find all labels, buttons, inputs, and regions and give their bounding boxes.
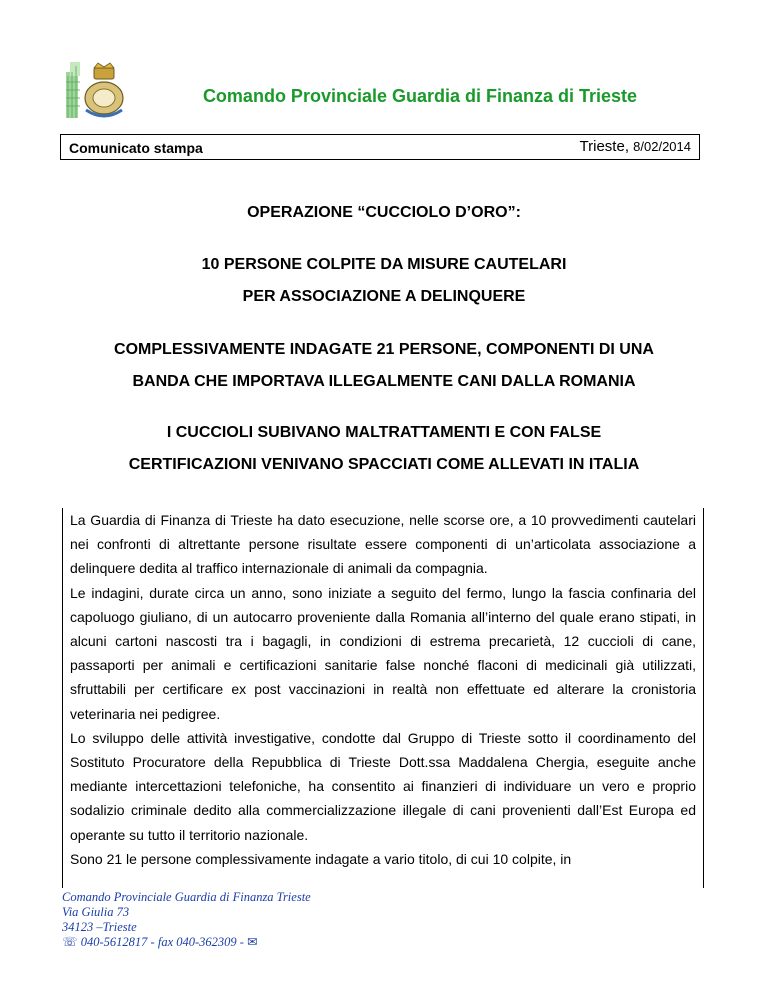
organization-title: Comando Provinciale Guardia di Finanza di Trieste [202,86,638,106]
paragraph-1: La Guardia di Finanza di Trieste ha dato esecuzione, nelle scorse ore, a 10 provvedimenti cautelari nei confronti di altrettante persone risultate essere componenti di un’articolata associazione a delinquere dedita al traffico internazionale di animali da compagnia. [70,512,696,577]
header-box [60,134,700,160]
document-type: Comunicato stampa [69,140,203,156]
date: 8/02/2014 [633,139,691,154]
phone-icon: ☏ [62,935,78,949]
paragraph-2: Le indagini, durate circa un anno, sono iniziate a seguito del fermo, lungo la fascia confinaria del capoluogo giuliano, di un autocarro proveniente dalla Romania all’interno del quale erano stipati, in alcuni cartoni nascosti tra i bagagli, in condizioni di estrema precarietà, 12 cuccioli di cane, passaporti per animali e certificazioni sanitarie false nonché flaconi di medicinali già utilizzati, sfruttabili per certificare ex post vaccinazioni in realtà non effettuate ed alterare la cronistoria veterinaria nei pedigree. [70,584,696,722]
heading-measures: 10 PERSONE COLPITE DA MISURE CAUTELARI [201,256,567,273]
paragraph-3: Lo sviluppo delle attività investigative, condotte dal Gruppo di Trieste sotto il coordinamento del Sostituto Procuratore della Repubblica di Trieste Dott.ssa Maddalena Chergia, eseguite anche mediante intercettazioni telefoniche, ha consentito ai finanzieri di individuare un vero e proprio sodalizio criminale dedito alla commercializzazione illegale di cani provenienti dall’Est Europa ed operante su tutto il territorio nazionale. [70,729,696,843]
footer-street: Via Giulia 73 [62,905,130,919]
footer-postal: 34123 –Trieste [62,920,137,934]
footer-numbers: 040-5612817 - fax 040-362309 - [77,935,248,949]
article-body [62,508,704,888]
footer-phone-line [62,935,311,950]
heading-investigated: COMPLESSIVAMENTE INDAGATE 21 PERSONE, COMPONENTI DI UNA [114,341,654,358]
heading-gang: BANDA CHE IMPORTAVA ILLEGALMENTE CANI DALLA ROMANIA [132,373,636,390]
paragraph-4: Sono 21 le persone complessivamente indagate a vario titolo, di cui 10 colpite, in [70,850,572,867]
heading-puppies: I CUCCIOLI SUBIVANO MALTRATTAMENTI E CON FALSE [166,424,602,441]
heading-certifications: CERTIFICAZIONI VENIVANO SPACCIATI COME ALLEVATI IN ITALIA [128,456,640,473]
place-date [580,138,691,155]
footer-contacts [62,890,311,950]
footer-org: Comando Provinciale Guardia di Finanza Trieste [62,890,311,904]
heading-operation: OPERAZIONE “CUCCIOLO D’ORO”: [247,204,521,221]
mail-icon: ✉ [247,935,258,949]
city: Trieste, [579,138,629,155]
guardia-di-finanza-logo [66,62,128,120]
heading-association: PER ASSOCIAZIONE A DELINQUERE [242,288,526,305]
